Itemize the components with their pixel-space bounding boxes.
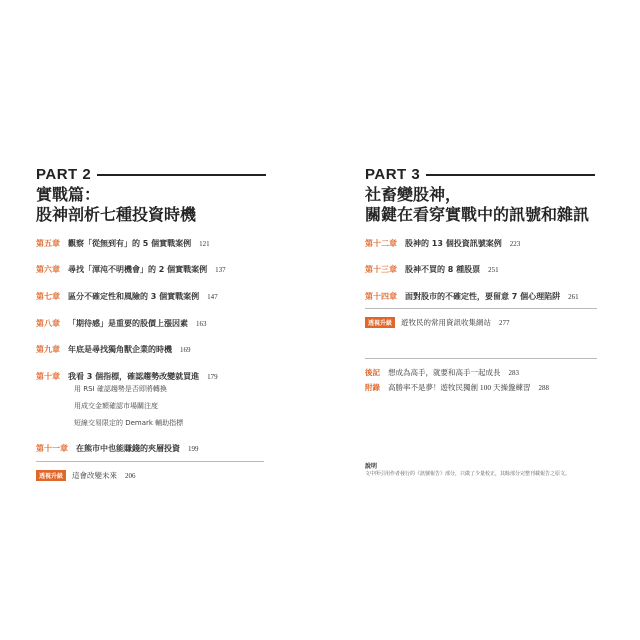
page-number: 163 [196,320,207,328]
title-line-2: 關鍵在看穿實戰中的訊號和雜訊 [365,205,590,224]
chapter-number: 第十章 [36,372,60,381]
page-number: 199 [188,445,199,453]
part-2-heading [36,166,266,183]
heading-rule [97,174,266,176]
upgrade-badge: 透視升級 [36,470,66,481]
chapter-title: 尋找「渾沌不明機會」的 2 個實戰案例 [68,265,208,274]
toc-subentry[interactable] [74,418,183,428]
section-title: 想成為高手，就要和高手一起成長 [388,368,501,377]
part-label: PART 3 [365,166,421,183]
chapter-title: 觀察「從無到有」的 5 個實戰案例 [68,239,192,248]
toc-entry[interactable] [36,238,210,249]
page-number: 206 [125,472,136,480]
right-page [320,0,640,640]
section-label: 後記 [365,368,380,377]
chapter-number: 第十四章 [365,292,397,301]
chapter-title: 年底是尋找獨角獸企業的時機 [68,345,172,354]
chapter-number: 第七章 [36,292,60,301]
subentry-title: 用成交金額確認市場關注度 [74,402,158,410]
toc-entry[interactable] [36,443,199,454]
page-number: 288 [538,384,549,392]
toc-entry[interactable] [36,291,218,302]
page-number: 277 [499,319,510,327]
chapter-title: 股神的 13 個投資訊號案例 [405,239,502,248]
heading-rule [426,174,595,176]
chapter-number: 第六章 [36,265,60,274]
toc-entry-upgrade[interactable] [36,470,136,481]
toc-entry[interactable] [365,264,499,275]
divider [365,308,597,309]
toc-entry[interactable] [365,367,519,378]
part-label: PART 2 [36,166,92,183]
page-number: 251 [488,266,499,274]
toc-entry[interactable] [365,382,549,393]
toc-entry[interactable] [36,318,207,329]
title-line-1: 實戰篇： [36,185,101,204]
chapter-number: 第八章 [36,319,60,328]
section-title: 高勝率不是夢！遊牧民獨創 100 天操盤練習 [388,383,531,392]
toc-entry-upgrade[interactable] [365,317,510,328]
page-number: 147 [207,293,218,301]
entry-title: 這會改變未來 [72,471,118,480]
entry-title: 遊牧民的常用資訊收集網站 [401,318,492,327]
part-3-title [365,185,589,225]
toc-entry[interactable] [36,344,191,355]
chapter-title: 在熊市中也能賺錢的夾層投資 [76,444,180,453]
toc-entry[interactable] [36,371,218,382]
upgrade-badge: 透視升級 [365,317,395,328]
title-line-1: 社畜變股神， [365,185,462,204]
page-number: 137 [215,266,226,274]
page-number: 223 [509,240,521,248]
part-3-heading [365,166,595,183]
divider [36,461,264,462]
toc-subentry[interactable] [74,384,167,394]
chapter-title: 股神不買的 8 種股票 [405,265,481,274]
chapter-number: 第十二章 [365,239,397,248]
toc-entry[interactable] [365,238,520,249]
chapter-title: 「期待感」是重要的股價上漲因素 [68,319,188,328]
subentry-title: 短線交易限定的 Demark 輔助指標 [74,419,184,427]
section-label: 附錄 [365,383,380,392]
note-text: 文中所引用作者發行的《訊號報告》部分，只做了少量校正，其餘部分完整刊載報告之原文。 [365,471,571,477]
divider [365,358,597,359]
note-heading: 說明 [365,463,378,470]
page-number: 261 [568,293,579,301]
page-number: 169 [180,346,191,354]
toc-entry[interactable] [36,264,226,275]
chapter-number: 第九章 [36,345,60,354]
chapter-number: 第十三章 [365,265,397,274]
toc-subentry[interactable] [74,401,158,411]
chapter-title: 我看 3 個指標，確認趨勢改變就買進 [68,372,200,381]
page-number: 179 [207,373,218,381]
part-2-title [36,185,196,225]
toc-entry[interactable] [365,291,579,302]
page-number: 283 [508,369,519,377]
chapter-number: 第五章 [36,239,60,248]
page-number: 121 [199,240,210,248]
chapter-number: 第十一章 [36,444,68,453]
chapter-title: 面對股市的不確定性，要留意 7 個心理陷阱 [405,292,561,301]
chapter-title: 區分不確定性和風險的 3 個實戰案例 [68,292,200,301]
subentry-title: 用 RSI 確認趨勢是否即將轉換 [74,385,167,393]
title-line-2: 股神剖析七種投資時機 [36,205,197,224]
